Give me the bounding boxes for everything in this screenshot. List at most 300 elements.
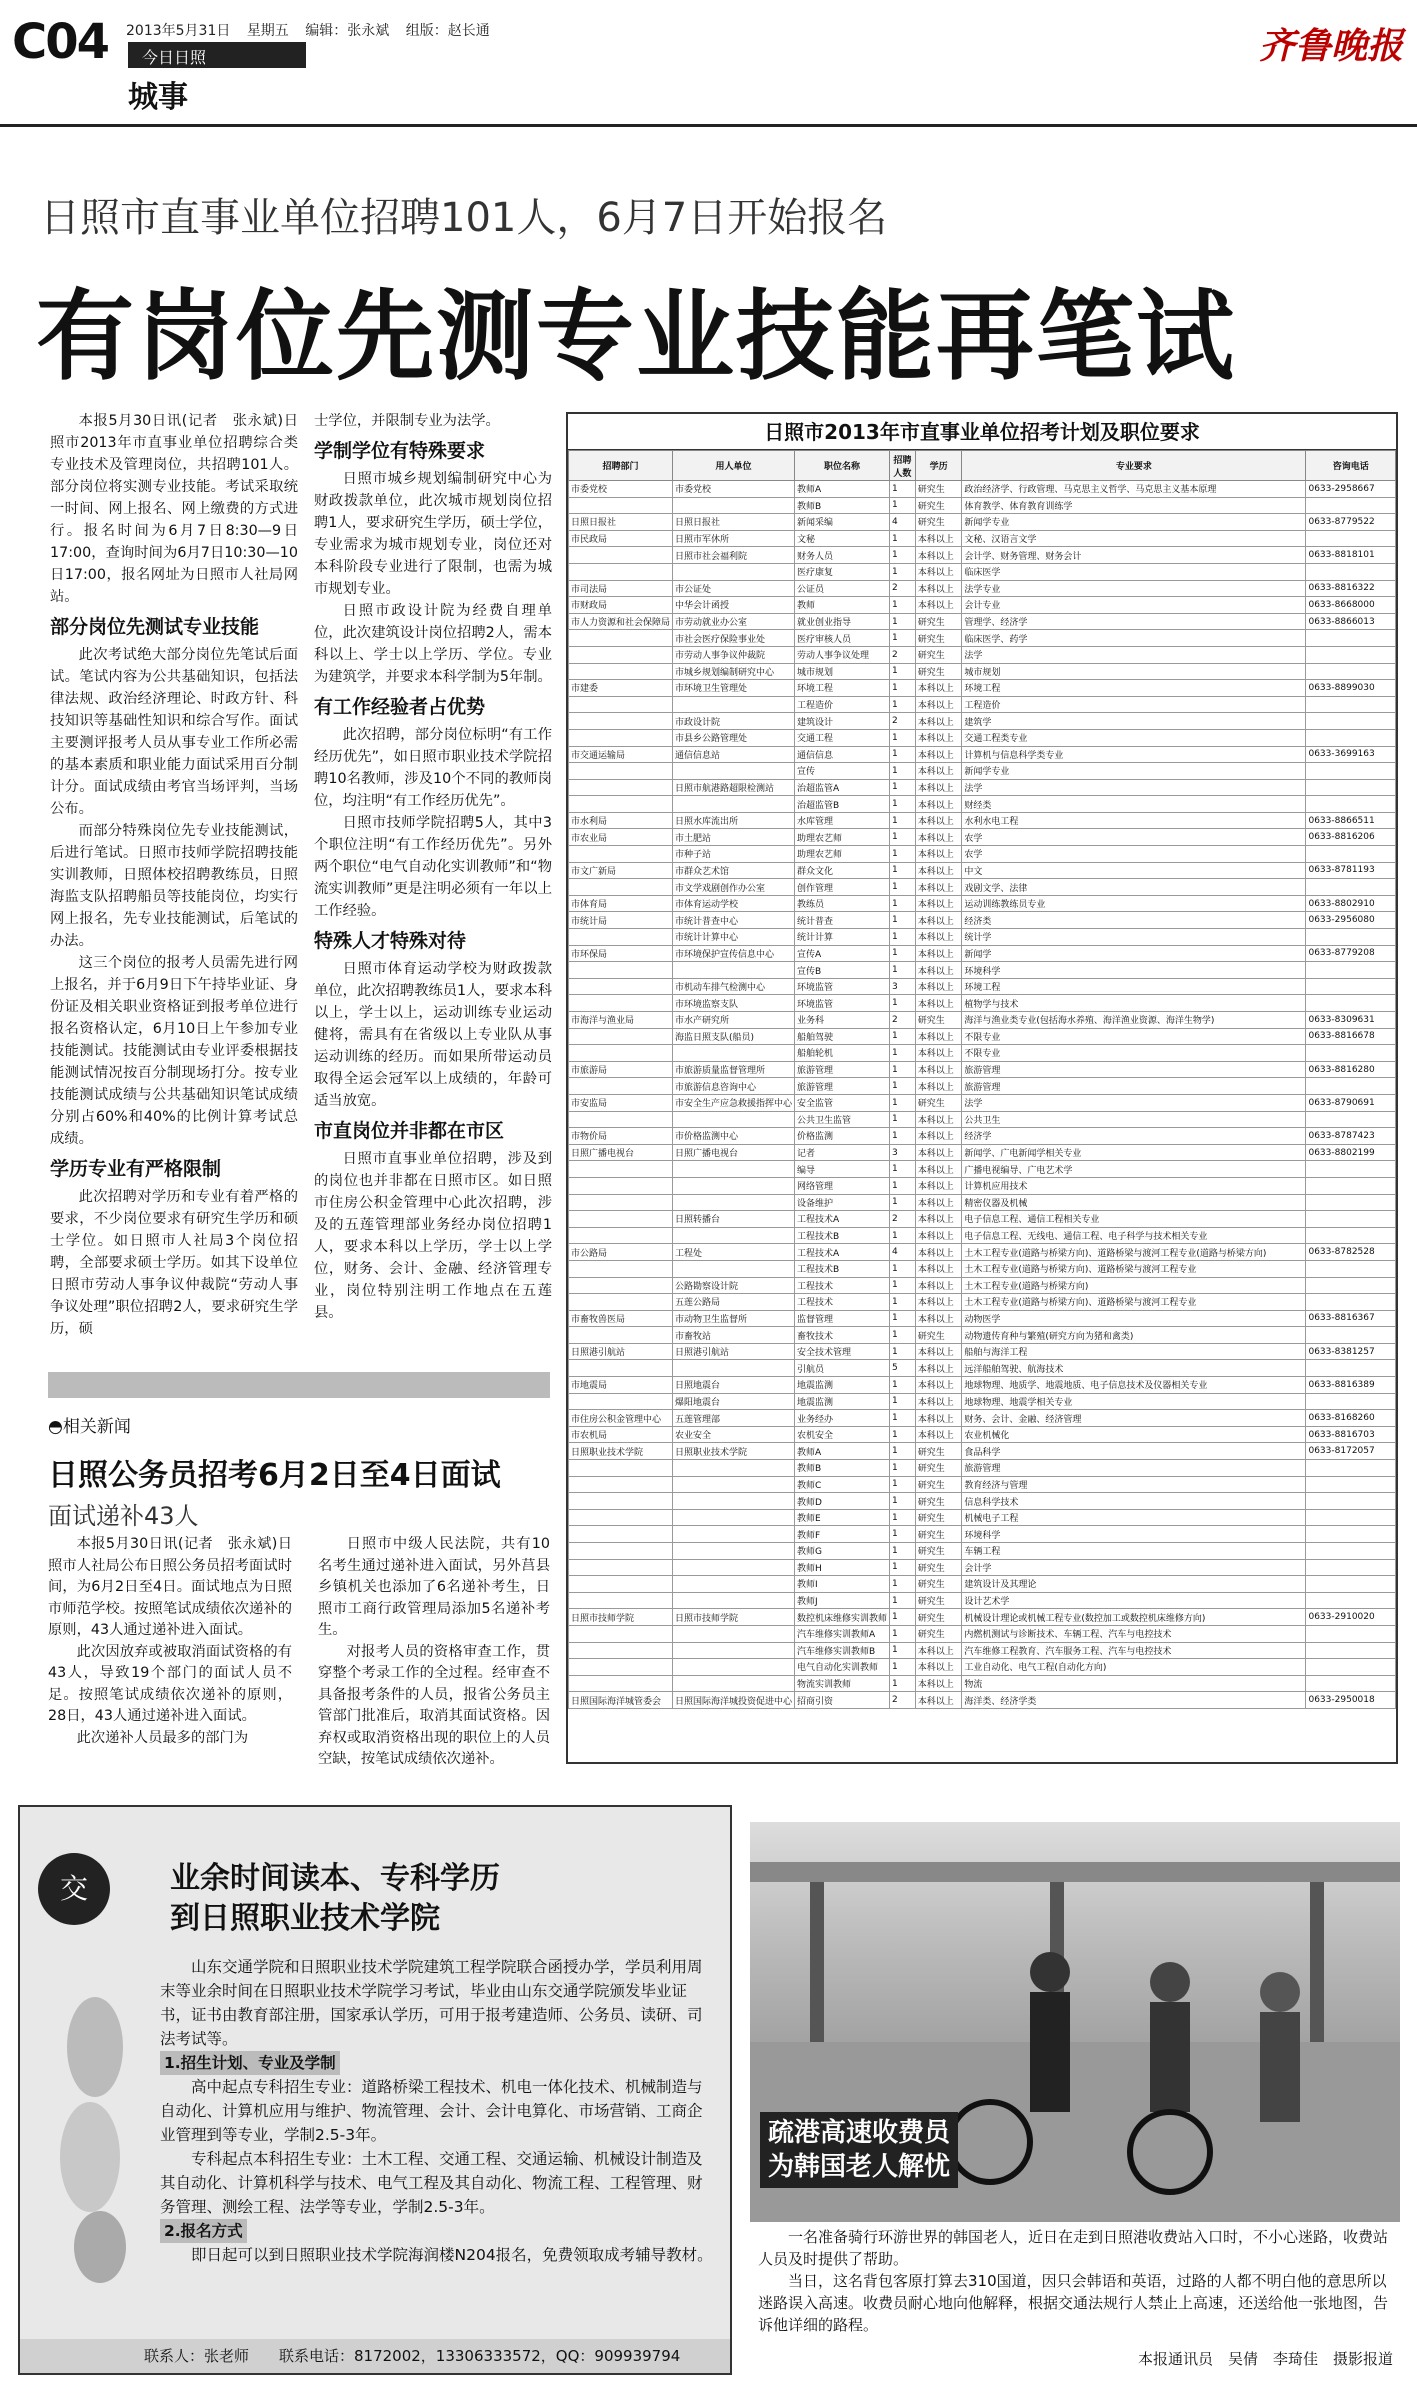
table-cell (569, 563, 673, 580)
table-cell: 本科以上 (915, 1045, 962, 1062)
table-row (569, 1294, 1396, 1311)
table-cell: 教师B (795, 1460, 890, 1477)
table-cell: 海洋类、经济学类 (962, 1692, 1306, 1709)
table-cell (569, 779, 673, 796)
table-row (569, 613, 1396, 630)
related-paragraph: 本报5月30日讯(记者 张永斌)日照市人社局公布日照公务员招考面试时间，为6月2日至4日。面试地点为日照市师范学校。按照笔试成绩依次递补的原则，43人通过递补进入面试。 (48, 1536, 292, 1638)
table-cell: 研究生 (915, 1443, 962, 1460)
table-cell: 市畜牧兽医局 (569, 1310, 673, 1327)
table-cell: 1 (890, 912, 916, 929)
table-cell: 研究生 (915, 481, 962, 498)
table-cell: 日照市社会福利院 (673, 547, 795, 564)
table-cell: 业务经办 (795, 1410, 890, 1427)
table-cell: 研究生 (915, 646, 962, 663)
related-paragraph: 对报考人员的资格审查工作，贯穿整个考录工作的全过程。经审查不具备报考条件的人员，报省公务员主管部门批准后，取消其面试资格。因弃权或取消资格出现的职位上的人员空缺，按笔试成绩依次递补。 (318, 1643, 550, 1767)
table-cell: 宣传B (795, 962, 890, 979)
table-cell: 0633-8816367 (1306, 1310, 1396, 1327)
table-cell: 市建委 (569, 680, 673, 697)
table-cell: 财务人员 (795, 547, 890, 564)
table-cell (1306, 1294, 1396, 1311)
table-cell: 1 (890, 846, 916, 863)
table-row (569, 978, 1396, 995)
table-cell (1306, 879, 1396, 896)
table-cell: 1 (890, 1061, 916, 1078)
table-cell: 设备维护 (795, 1194, 890, 1211)
table-cell: 日照市军休所 (673, 530, 795, 547)
table-row (569, 1343, 1396, 1360)
table-row (569, 1360, 1396, 1377)
table-cell: 经济类 (962, 912, 1306, 929)
table-cell: 法学 (962, 1094, 1306, 1111)
article-subheading: 部分岗位先测试专业技能 (50, 616, 260, 638)
table-cell: 市公路局 (569, 1244, 673, 1261)
table-cell (673, 497, 795, 514)
table-cell: 本科以上 (915, 1128, 962, 1145)
table-cell: 市旅游信息咨询中心 (673, 1078, 795, 1095)
photo-caption (760, 2112, 958, 2188)
ad-intro: 山东交通学院和日照职业技术学院建筑工程学院联合函授办学，学员利用周末等业余时间在日照职业技术学院学习考试，毕业由山东交通学院颁发毕业证书，证书由教育部注册，国家承认学历，可用于报考建造师、公务员、读研、司法考试等。 (160, 1958, 703, 2048)
table-cell: 1 (890, 796, 916, 813)
table-cell (1306, 1559, 1396, 1576)
table-cell: 日照职业技术学院 (673, 1443, 795, 1460)
table-cell: 日照国际海洋城管委会 (569, 1692, 673, 1709)
table-cell (569, 646, 673, 663)
table-cell (673, 1227, 795, 1244)
table-cell: 1 (890, 763, 916, 780)
table-cell: 研究生 (915, 1559, 962, 1576)
table-cell: 日照日报社 (569, 514, 673, 531)
table-cell: 机械设计理论或机械工程专业(数控加工或数控机床维修方向) (962, 1609, 1306, 1626)
table-cell: 教师I (795, 1576, 890, 1593)
table-cell: 2 (890, 1211, 916, 1228)
table-row (569, 530, 1396, 547)
table-cell: 劳动人事争议处理 (795, 646, 890, 663)
table-row (569, 1094, 1396, 1111)
table-cell (1306, 1327, 1396, 1344)
table-cell: 车辆工程 (962, 1543, 1306, 1560)
table-row (569, 1692, 1396, 1709)
table-cell: 会计学、财务管理、财务会计 (962, 547, 1306, 564)
table-cell: 本科以上 (915, 1410, 962, 1427)
table-cell: 0633-8816678 (1306, 1028, 1396, 1045)
table-cell (1306, 1177, 1396, 1194)
table-row (569, 995, 1396, 1012)
table-cell: 本科以上 (915, 862, 962, 879)
article-paragraph: 日照市直事业单位招聘，涉及到的岗位也并非都在日照市区。如日照市住房公积金管理中心此次招聘，涉及的五莲管理部业务经办岗位招聘1人，要求本科以上学历，学士以上学位，财务、会计、金融、经济管理专业，岗位特别注明工作地点在五莲县。 (314, 1151, 552, 1321)
table-cell: 土木工程专业(道路与桥梁方向)、道路桥梁与渡河工程专业(道路与桥梁方向) (962, 1244, 1306, 1261)
table-cell: 2 (890, 713, 916, 730)
table-cell (569, 1509, 673, 1526)
photo-caption-line-2: 为韩国老人解忧 (768, 2152, 951, 2182)
table-cell (673, 1194, 795, 1211)
table-cell: 本科以上 (915, 1161, 962, 1178)
table-cell: 新闻学专业 (962, 514, 1306, 531)
table-cell (673, 1460, 795, 1477)
table-cell: 环境工程 (962, 680, 1306, 697)
table-cell (1306, 1211, 1396, 1228)
table-cell (673, 1045, 795, 1062)
table-cell (673, 1559, 795, 1576)
table-cell: 3 (890, 978, 916, 995)
table-cell: 4 (890, 514, 916, 531)
table-cell: 研究生 (915, 1576, 962, 1593)
table-cell: 计算机与信息科学类专业 (962, 746, 1306, 763)
table-cell: 船舶驾驶 (795, 1028, 890, 1045)
table-cell: 工业自动化、电气工程(自动化方向) (962, 1659, 1306, 1676)
table-cell: 政治经济学、行政管理、马克思主义哲学、马克思主义基本原理 (962, 481, 1306, 498)
table-cell (673, 563, 795, 580)
table-cell: 工程技术 (795, 1294, 890, 1311)
table-cell: 中文 (962, 862, 1306, 879)
table-cell: 4 (890, 1244, 916, 1261)
ad-paragraph-3: 即日起可以到日照职业技术学院海润楼N204报名，免费领取成考辅导教材。 (191, 2246, 713, 2264)
table-cell (673, 1493, 795, 1510)
table-cell: 招商引资 (795, 1692, 890, 1709)
table-row (569, 713, 1396, 730)
table-cell: 本科以上 (915, 895, 962, 912)
table-cell: 1 (890, 1094, 916, 1111)
table-cell: 内燃机测试与诊断技术、车辆工程、汽车与电控技术 (962, 1625, 1306, 1642)
table-row (569, 1277, 1396, 1294)
table-cell: 1 (890, 1443, 916, 1460)
table-cell: 0633-8172057 (1306, 1443, 1396, 1460)
table-row (569, 1377, 1396, 1394)
table-row (569, 1460, 1396, 1477)
table-cell (569, 1294, 673, 1311)
table-row (569, 1443, 1396, 1460)
table-cell: 日照市航港路超限检测站 (673, 779, 795, 796)
table-cell: 农学 (962, 829, 1306, 846)
article-column-2 (314, 410, 552, 1358)
table-cell: 新闻学 (962, 945, 1306, 962)
table-cell: 1 (890, 1260, 916, 1277)
table-row (569, 1045, 1396, 1062)
table-cell: 统计学 (962, 929, 1306, 946)
photo-story (758, 2226, 1398, 2336)
table-cell: 远洋船舶驾驶、航海技术 (962, 1360, 1306, 1377)
table-cell: 本科以上 (915, 1393, 962, 1410)
school-advertisement (18, 1805, 732, 2375)
related-news-tag: ◓相关新闻 (48, 1417, 131, 1437)
related-paragraph: 此次递补人员最多的部门为 (76, 1729, 249, 1746)
table-cell: 教练员 (795, 895, 890, 912)
table-cell: 本科以上 (915, 1028, 962, 1045)
table-cell (569, 796, 673, 813)
table-cell: 1 (890, 1642, 916, 1659)
table-cell: 研究生 (915, 1609, 962, 1626)
table-cell: 1 (890, 530, 916, 547)
section-title: 城事 (128, 80, 188, 115)
table-header-cell: 专业要求 (962, 451, 1306, 481)
table-cell: 教师A (795, 481, 890, 498)
table-row (569, 1426, 1396, 1443)
table-row (569, 1410, 1396, 1427)
table-cell: 本科以上 (915, 1211, 962, 1228)
table-cell: 本科以上 (915, 580, 962, 597)
table-cell (569, 1526, 673, 1543)
ad-title-line-1: 业余时间读本、专科学历 (170, 1861, 500, 1896)
table-cell: 本科以上 (915, 945, 962, 962)
table-row (569, 846, 1396, 863)
table-cell: 信息科学技术 (962, 1493, 1306, 1510)
related-title: 日照公务员招考6月2日至4日面试 (48, 1458, 501, 1493)
table-cell (569, 1260, 673, 1277)
table-row (569, 1576, 1396, 1593)
table-cell (569, 630, 673, 647)
table-cell: 1 (890, 746, 916, 763)
table-cell: 1 (890, 729, 916, 746)
table-cell: 建筑学 (962, 713, 1306, 730)
table-cell (1306, 1493, 1396, 1510)
table-cell: 1 (890, 547, 916, 564)
table-cell: 日照职业技术学院 (569, 1443, 673, 1460)
job-table-box (566, 412, 1398, 1764)
table-cell: 创作管理 (795, 879, 890, 896)
table-cell (673, 696, 795, 713)
table-cell: 教师J (795, 1592, 890, 1609)
table-row (569, 962, 1396, 979)
table-cell: 本科以上 (915, 1227, 962, 1244)
table-cell: 地震监测 (795, 1377, 890, 1394)
table-cell: 旅游管理 (795, 1061, 890, 1078)
editor: 编辑：张永斌 (305, 23, 390, 39)
table-cell: 1 (890, 1327, 916, 1344)
table-cell (569, 978, 673, 995)
table-cell: 市文广新局 (569, 862, 673, 879)
table-row (569, 1310, 1396, 1327)
article-paragraph: 日照市技师学院招聘5人，其中3个职位注明“有工作经历优先”。另外两个职位“电气自动化实训教师”和“物流实训教师”更是注明必须有一年以上工作经验。 (314, 815, 552, 919)
table-cell (569, 1493, 673, 1510)
table-cell (1306, 1675, 1396, 1692)
table-cell: 汽车维修工程教育、汽车服务工程、汽车与电控技术 (962, 1642, 1306, 1659)
table-cell: 市动物卫生监督所 (673, 1310, 795, 1327)
table-cell (569, 1227, 673, 1244)
table-cell: 助理农艺师 (795, 846, 890, 863)
table-cell: 市城乡规划编制研究中心 (673, 663, 795, 680)
table-cell: 0633-8866013 (1306, 613, 1396, 630)
table-cell (1306, 1227, 1396, 1244)
table-row (569, 1244, 1396, 1261)
table-cell (1306, 779, 1396, 796)
table-cell: 市住房公积金管理中心 (569, 1410, 673, 1427)
article-paragraph: 这三个岗位的报考人员需先进行网上报名，并于6月9日下午持毕业证、身份证及相关职业资格证到报考单位进行报名资格认定，6月10日上午参加专业技能测试。技能测试由专业评委根据技能测试情况按百分制现场打分。按专业技能测试成绩与公共基础知识笔试成绩分别占60%和40%的比例计算考试总成绩。 (50, 955, 298, 1147)
table-row (569, 1211, 1396, 1228)
table-cell: 1 (890, 1592, 916, 1609)
table-cell: 1 (890, 597, 916, 614)
table-cell: 市农业局 (569, 829, 673, 846)
table-row (569, 895, 1396, 912)
table-cell (1306, 1476, 1396, 1493)
table-cell: 电子信息工程、通信工程相关专业 (962, 1211, 1306, 1228)
table-cell: 研究生 (915, 1460, 962, 1477)
table-cell: 1 (890, 1161, 916, 1178)
table-cell: 1 (890, 1460, 916, 1477)
job-table-title: 日照市2013年市直事业单位招考计划及职位要求 (568, 414, 1396, 450)
table-cell: 网络管理 (795, 1177, 890, 1194)
table-cell: 市统计普查中心 (673, 912, 795, 929)
table-cell (1306, 1576, 1396, 1593)
table-cell: 本科以上 (915, 696, 962, 713)
table-cell: 农业安全 (673, 1426, 795, 1443)
table-row (569, 1642, 1396, 1659)
table-cell (673, 1111, 795, 1128)
table-cell: 本科以上 (915, 746, 962, 763)
table-cell: 本科以上 (915, 1675, 962, 1692)
table-cell: 价格监测 (795, 1128, 890, 1145)
table-row (569, 1128, 1396, 1145)
table-cell: 电子信息工程、无线电、通信工程、电子科学与技术相关专业 (962, 1227, 1306, 1244)
table-cell: 0633-8802910 (1306, 895, 1396, 912)
table-cell: 市体育局 (569, 895, 673, 912)
table-cell: 会计专业 (962, 597, 1306, 614)
table-cell (1306, 1194, 1396, 1211)
table-cell (1306, 530, 1396, 547)
table-cell (569, 1277, 673, 1294)
table-cell: 环境工程 (795, 680, 890, 697)
table-cell: 研究生 (915, 1625, 962, 1642)
table-cell: 财务、会计、金融、经济管理 (962, 1410, 1306, 1427)
table-row (569, 1260, 1396, 1277)
table-cell: 0633-2910020 (1306, 1609, 1396, 1626)
table-row (569, 1675, 1396, 1692)
table-cell: 本科以上 (915, 1343, 962, 1360)
table-cell: 1 (890, 1659, 916, 1676)
table-cell: 医疗审核人员 (795, 630, 890, 647)
table-cell: 公共卫生 (962, 1111, 1306, 1128)
table-cell: 研究生 (915, 630, 962, 647)
table-cell: 数控机床维修实训教师 (795, 1609, 890, 1626)
table-cell: 群众文化 (795, 862, 890, 879)
table-row (569, 630, 1396, 647)
table-cell: 1 (890, 1559, 916, 1576)
table-cell (569, 1177, 673, 1194)
table-cell: 市政设计院 (673, 713, 795, 730)
table-cell: 2 (890, 1012, 916, 1029)
table-cell: 0633-8816703 (1306, 1426, 1396, 1443)
table-cell (673, 962, 795, 979)
table-cell: 市水产研究所 (673, 1012, 795, 1029)
table-cell: 法学专业 (962, 580, 1306, 597)
table-cell: 市民政局 (569, 530, 673, 547)
table-cell: 教师D (795, 1493, 890, 1510)
table-cell (1306, 1642, 1396, 1659)
table-cell: 食品科学 (962, 1443, 1306, 1460)
table-cell: 临床医学、药学 (962, 630, 1306, 647)
table-cell: 物流 (962, 1675, 1306, 1692)
table-cell (673, 1592, 795, 1609)
table-cell (569, 1576, 673, 1593)
layout-editor: 组版：赵长通 (405, 23, 490, 39)
table-cell: 市旅游局 (569, 1061, 673, 1078)
table-cell (569, 1659, 673, 1676)
table-cell: 业务科 (795, 1012, 890, 1029)
table-cell: 市价格监测中心 (673, 1128, 795, 1145)
table-cell (569, 1327, 673, 1344)
table-cell: 市畜牧站 (673, 1327, 795, 1344)
table-cell: 建筑设计 (795, 713, 890, 730)
table-cell (1306, 729, 1396, 746)
table-cell: 0633-8779208 (1306, 945, 1396, 962)
table-cell: 本科以上 (915, 962, 962, 979)
table-cell (673, 1526, 795, 1543)
table-cell (1306, 563, 1396, 580)
table-cell (569, 1460, 673, 1477)
table-row (569, 563, 1396, 580)
table-cell: 法学 (962, 646, 1306, 663)
table-cell: 本科以上 (915, 912, 962, 929)
table-cell (569, 1028, 673, 1045)
leaf-decoration-icon (50, 1987, 140, 2287)
table-cell: 环境工程 (962, 978, 1306, 995)
table-cell: 研究生 (915, 613, 962, 630)
table-cell: 研究生 (915, 1526, 962, 1543)
table-cell: 工程技术 (795, 1277, 890, 1294)
table-cell: 引航员 (795, 1360, 890, 1377)
table-cell (569, 1161, 673, 1178)
table-cell: 地球物理、地质学、地震地质、电子信息技术及仪器相关专业 (962, 1377, 1306, 1394)
table-cell (569, 663, 673, 680)
table-cell (1306, 1526, 1396, 1543)
table-cell: 日照港引航站 (673, 1343, 795, 1360)
table-cell: 市司法局 (569, 580, 673, 597)
table-cell (1306, 713, 1396, 730)
table-row (569, 812, 1396, 829)
table-cell: 0633-8787423 (1306, 1128, 1396, 1145)
table-cell (569, 1360, 673, 1377)
table-row (569, 779, 1396, 796)
table-cell: 环境监管 (795, 978, 890, 995)
table-cell: 2 (890, 646, 916, 663)
table-cell: 市环境卫生管理处 (673, 680, 795, 697)
table-cell: 统计普查 (795, 912, 890, 929)
table-cell: 市群众艺术馆 (673, 862, 795, 879)
headline-title: 有岗位先测专业技能再笔试 (36, 280, 1237, 394)
table-row (569, 729, 1396, 746)
table-cell: 研究生 (915, 497, 962, 514)
table-cell: 市委党校 (673, 481, 795, 498)
table-cell: 环境科学 (962, 962, 1306, 979)
table-row (569, 1161, 1396, 1178)
table-cell: 日照转播台 (673, 1211, 795, 1228)
table-cell: 1 (890, 945, 916, 962)
article-subheading: 学历专业有严格限制 (50, 1158, 222, 1180)
table-cell: 本科以上 (915, 1310, 962, 1327)
table-cell (673, 1360, 795, 1377)
table-cell: 研究生 (915, 1476, 962, 1493)
table-row (569, 1592, 1396, 1609)
table-row (569, 1111, 1396, 1128)
table-cell: 本科以上 (915, 1144, 962, 1161)
table-cell: 1 (890, 1194, 916, 1211)
table-cell: 1 (890, 1675, 916, 1692)
table-cell: 编导 (795, 1161, 890, 1178)
table-cell: 市社会医疗保险事业处 (673, 630, 795, 647)
table-cell: 研究生 (915, 514, 962, 531)
table-cell: 宣传 (795, 763, 890, 780)
table-cell: 本科以上 (915, 779, 962, 796)
table-cell: 研究生 (915, 1094, 962, 1111)
table-cell: 市劳动人事争议仲裁院 (673, 646, 795, 663)
table-row (569, 1609, 1396, 1626)
table-cell: 1 (890, 1128, 916, 1145)
table-row (569, 696, 1396, 713)
table-cell (569, 1211, 673, 1228)
table-cell: 旅游管理 (962, 1061, 1306, 1078)
table-cell: 财经类 (962, 796, 1306, 813)
table-cell: 0633-8816322 (1306, 580, 1396, 597)
table-cell: 市财政局 (569, 597, 673, 614)
table-cell: 1 (890, 680, 916, 697)
